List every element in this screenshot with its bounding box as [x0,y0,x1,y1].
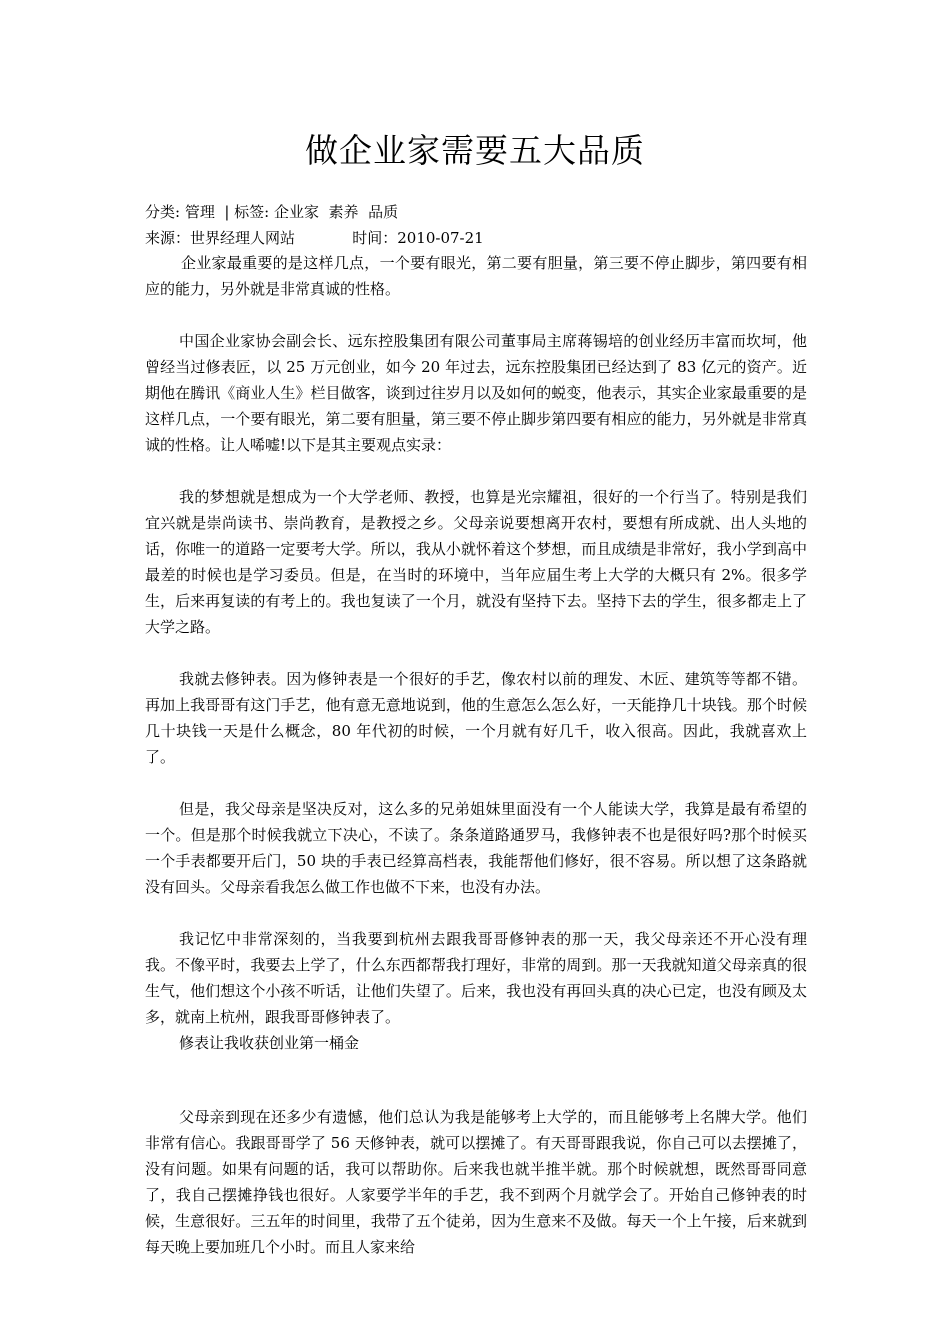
source-date-line: 来源：世界经理人网站 时间：2010-07-21 [145,229,484,247]
document-title: 做企业家需要五大品质 [305,131,645,170]
paragraph: 父母亲到现在还多少有遗憾，他们总认为我是能够考上大学的，而且能够考上名牌大学。他们非常有信心。我跟哥哥学了 56 天修钟表，就可以摆摊了。有天哥哥跟我说，你自己可以去摆摊了，没有问题。如果有问题的话，我可以帮助你。后来我也就半推半就。那个时候就想，既然哥哥同意了，我自己摆摊挣钱也很好。人家要学半年的手艺，我不到两个月就学会了。开始自己修钟表的时候，生意很好。三五年的时间里，我带了五个徒弟，因为生意来不及做。每天一个上午接，后来就到每天晚上要加班几个小时。而且人家来给 [145,1108,807,1256]
paragraph: 我的梦想就是想成为一个大学老师、教授，也算是光宗耀祖，很好的一个行当了。特别是我们宜兴就是崇尚读书、崇尚教育，是教授之乡。父母亲说要想离开农村，要想有所成就、出人头地的话，你唯一的道路一定要考大学。所以，我从小就怀着这个梦想，而且成绩是非常好，我小学到高中最差的时候也是学习委员。但是，在当时的环境中，当年应届生考上大学的大概只有 2%。很多学生，后来再复读的有考上的。我也复读了一个月，就没有坚持下去。坚持下去的学生，很多都走上了大学之路。 [145,488,807,636]
paragraph-intro: 企业家最重要的是这样几点，一个要有眼光，第二要有胆量，第三要不停止脚步，第四要有相应的能力，另外就是非常真诚的性格。 [145,254,807,298]
paragraph: 我记忆中非常深刻的，当我要到杭州去跟我哥哥修钟表的那一天，我父母亲还不开心没有理我。不像平时，我要去上学了，什么东西都帮我打理好，非常的周到。那一天我就知道父母亲真的很生气，他们想这个小孩不听话，让他们失望了。后来，我也没有再回头真的决心已定，也没有顾及太多，就南上杭州，跟我哥哥修钟表了。 [145,930,807,1026]
category-tags-line: 分类: 管理 | 标签: 企业家 素养 品质 [145,203,399,221]
paragraph: 但是，我父母亲是坚决反对，这么多的兄弟姐妹里面没有一个人能读大学，我算是最有希望的一个。但是那个时候我就立下决心，不读了。条条道路通罗马，我修钟表不也是很好吗?那个时候买一个手表都要开后门，50 块的手表已经算高档表，我能帮他们修好，很不容易。所以想了这条路就没有回头。父母亲看我怎么做工作也做不下来，也没有办法。 [145,800,807,896]
section-heading: 修表让我收获创业第一桶金 [179,1034,360,1052]
paragraph: 中国企业家协会副会长、远东控股集团有限公司董事局主席蒋锡培的创业经历丰富而坎坷，他曾经当过修表匠，以 25 万元创业，如今 20 年过去，远东控股集团已经达到了 83 亿元的资产。近期他在腾讯《商业人生》栏目做客，谈到过往岁月以及如何的蜕变，他表示，其实企业家最重要的是这样几点，一个要有眼光，第二要有胆量，第三要不停止脚步第四要有相应的能力，另外就是非常真诚的性格。让人唏嘘!以下是其主要观点实录： [145,332,807,454]
paragraph: 我就去修钟表。因为修钟表是一个很好的手艺，像农村以前的理发、木匠、建筑等等都不错。再加上我哥哥有这门手艺，他有意无意地说到，他的生意怎么怎么好，一天能挣几十块钱。那个时候几十块钱一天是什么概念，80 年代初的时候，一个月就有好几千，收入很高。因此，我就喜欢上了。 [145,670,807,766]
article-body [145,250,807,1260]
